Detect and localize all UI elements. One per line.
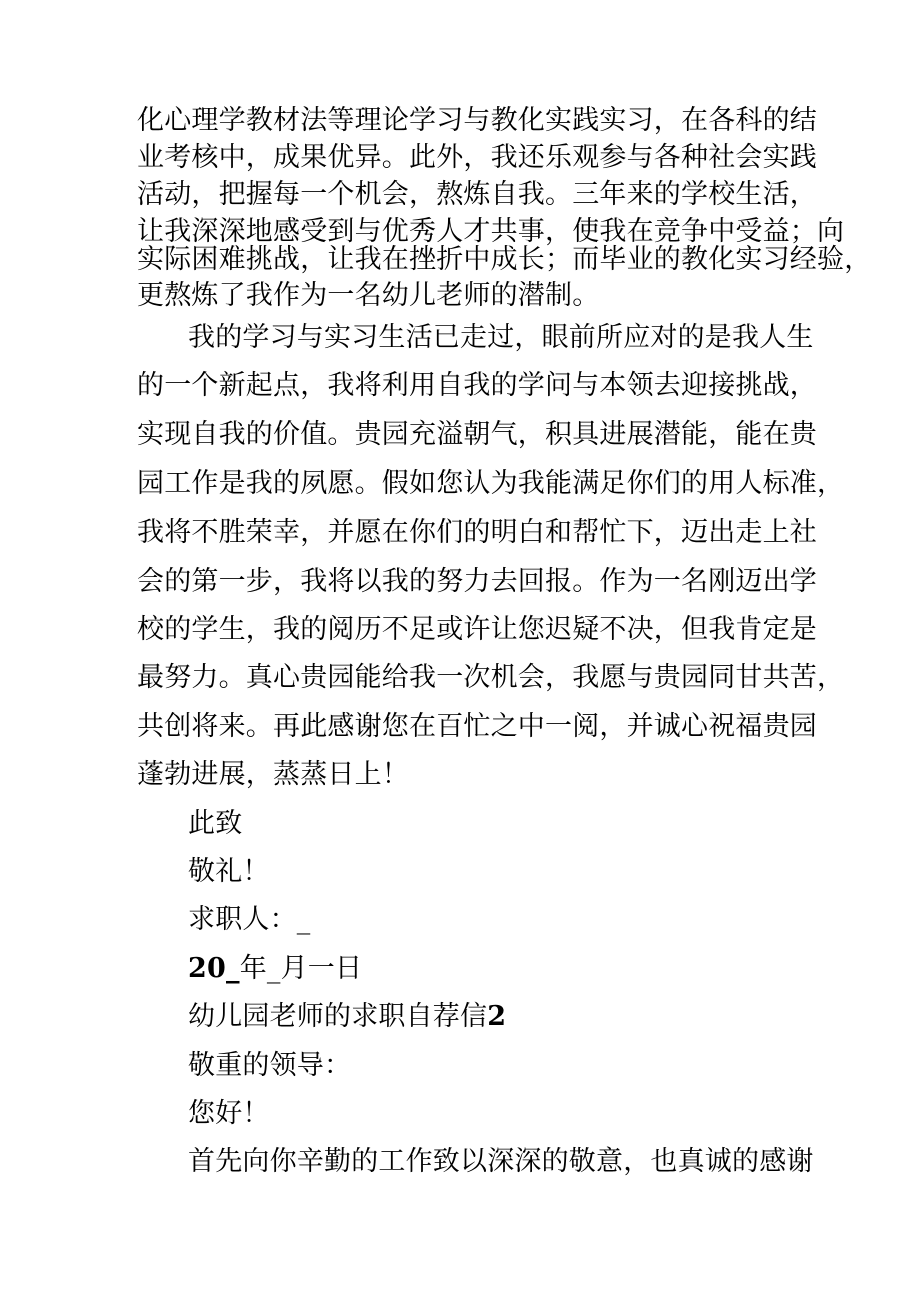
date-year: 20_: [188, 953, 240, 984]
paragraph2-line-4: 园工作是我的夙愿。假如您认为我能满足你们的用人标准，: [137, 468, 845, 499]
closing-text: 此致: [188, 808, 243, 839]
paragraph1-line-1: 化心理学教材法等理论学习与教化实践实习，在各科的结: [137, 105, 817, 136]
paragraph2-line-3: 实现自我的价值。贵园充溢朝气，积具进展潜能，能在贵: [137, 419, 817, 450]
applicant-line: 求职人：_: [188, 904, 311, 935]
greeting-text: 敬重的领导：: [188, 1050, 352, 1081]
paragraph1-line-2: 业考核中，成果优异。此外，我还乐观参与各种社会实践: [137, 142, 817, 173]
paragraph2-line-7: 校的学生，我的阅历不足或许让您迟疑不决，但我肯定是: [137, 614, 817, 645]
paragraph1-line-4: 让我深深地感受到与优秀人才共事，使我在竞争中受益；向: [137, 216, 845, 247]
paragraph2-line-10: 蓬勃进展，蒸蒸日上！: [137, 759, 409, 790]
letter2-title-number: 2: [487, 1001, 507, 1032]
date-line: [188, 954, 362, 984]
date-month-day: 年_月一日: [239, 953, 363, 984]
paragraph2-line-9: 共创将来。再此感谢您在百忙之中一阅，并诚心祝福贵园: [137, 711, 817, 742]
paragraph2-line-6: 会的第一步，我将以我的努力去回报。作为一名刚迈出学: [137, 566, 817, 597]
paragraph2-line-2: 的一个新起点，我将利用自我的学问与本领去迎接挑战，: [137, 370, 817, 401]
paragraph2-line-8: 最努力。真心贵园能给我一次机会，我愿与贵园同甘共苦，: [137, 662, 845, 693]
letter2-title: [188, 1002, 506, 1032]
letter2-title-text: 幼儿园老师的求职自荐信: [188, 1001, 488, 1032]
paragraph1-line-3: 活动，把握每一个机会，熬炼自我。三年来的学校生活，: [137, 179, 817, 210]
hello-text: 您好！: [188, 1098, 270, 1129]
paragraph2-line-1: 我的学习与实习生活已走过，眼前所应对的是我人生: [188, 322, 814, 353]
paragraph1-line-6: 更熬炼了我作为一名幼儿老师的潜制。: [137, 280, 600, 311]
paragraph2-line-5: 我将不胜荣幸，并愿在你们的明白和帮忙下，迈出走上社: [137, 517, 817, 548]
final-line: 首先向你辛勤的工作致以深深的敬意，也真诚的感谢: [188, 1146, 814, 1177]
salute-text: 敬礼！: [188, 856, 270, 887]
paragraph1-line-5: 实际困难挑战，让我在挫折中成长；而毕业的教化实习经验，: [137, 244, 872, 275]
